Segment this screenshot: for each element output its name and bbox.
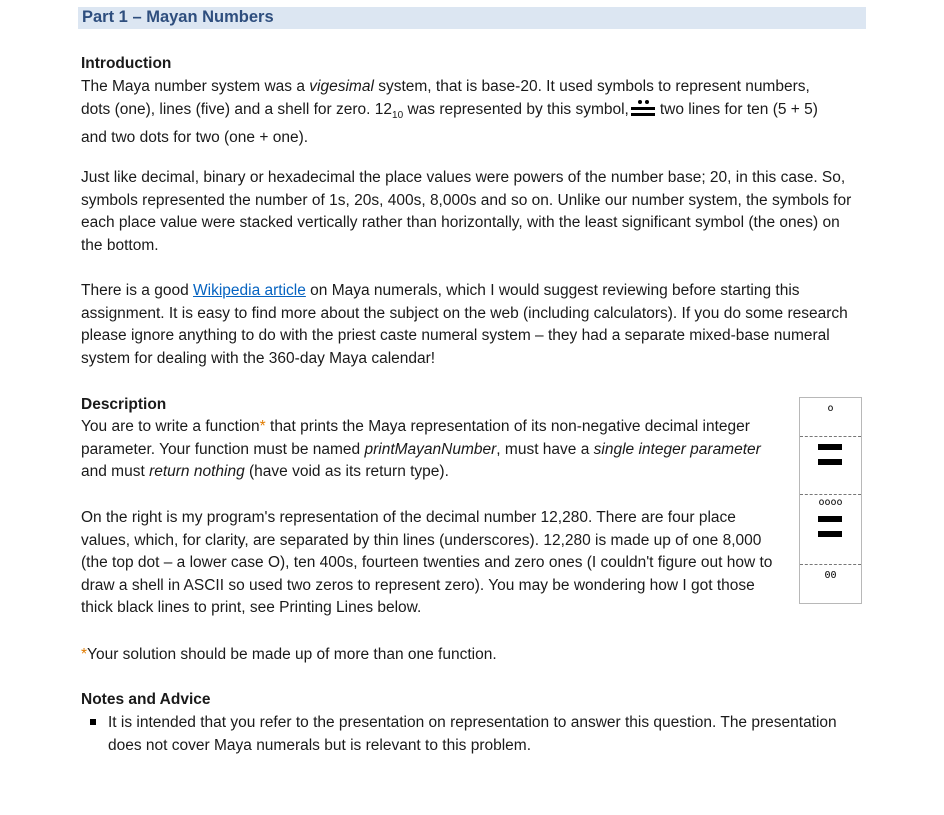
place-separator [800, 494, 861, 495]
thick-line [818, 531, 842, 537]
notes-bullet-text: It is intended that you refer to the presentation on representation to answer this question. The presentation does not cover Maya numerals but is relevant to this problem. [108, 714, 837, 754]
intro-paragraph-2: Just like decimal, binary or hexadecimal the place values were powers of the number base; 20, in this case. So, symbols represented the number of 1s, 20s, 400s, 8,000s and so on. Unlike our number system, the symbols for each place value were stacked vertically rather than horizontally, with the least significant symbol (the ones) on the bottom. [81, 169, 852, 254]
place-separator [800, 436, 861, 437]
bullet-square-icon [90, 719, 96, 725]
footnote-star: * [259, 418, 266, 435]
description-paragraph-1 [81, 416, 786, 484]
return-nothing-term: return nothing [149, 463, 245, 480]
thick-line [818, 516, 842, 522]
intro-text: There is a good [81, 282, 194, 299]
footnote [81, 644, 497, 667]
console-output-image [799, 397, 862, 604]
intro-paragraph-1 [81, 76, 841, 150]
zero-row: 00 [824, 570, 837, 581]
section-header-bar [78, 7, 866, 29]
section-title: Part 1 – Mayan Numbers [82, 8, 274, 26]
description-paragraph-2: On the right is my program's representation of the decimal number 12,280. There are four place values, which, for clarity, are separated by thin lines (underscores). 12,280 is made up of one 8,000 (the top dot – a lower case O), ten 400s, fourteen twenties and zero ones (I couldn't figure out how to draw a shell in ASCII so used two zeros to represent zero). You may be wondering how I got those thick black lines to print, see Printing Lines below. [81, 509, 773, 616]
dots-row: oooo [818, 497, 843, 508]
vigesimal-term: vigesimal [309, 78, 374, 95]
footnote-text: Your solution should be made up of more than one function. [87, 646, 497, 663]
wikipedia-link[interactable]: Wikipedia article [193, 282, 306, 299]
thick-line [818, 459, 842, 465]
intro-paragraph-3 [81, 280, 856, 370]
description-text: (have void as its return type). [244, 463, 449, 480]
description-text: and must [81, 463, 150, 480]
top-dot-char: o [827, 403, 834, 414]
intro-text: system, that is base-20. It used symbols to represent numbers, dots (one), lines (five) and a shell for zero. 12 [81, 78, 810, 118]
introduction-heading: Introduction [81, 55, 172, 72]
notes-heading: Notes and Advice [81, 691, 211, 708]
mayan-twelve-symbol [631, 100, 655, 118]
function-name: printMayanNumber [364, 440, 497, 458]
place-separator [800, 564, 861, 565]
description-text: You are to write a function [81, 418, 260, 435]
intro-text: on Maya numerals, which I would suggest reviewing before starting this assignment. It is easy to find more about the subject on the web (including calculators). If you do some research please ignore anything to do with the priest caste numeral system – they had a separate mixed-base numeral system for dealing with the 360-day Maya calendar! [81, 282, 848, 367]
thick-line [818, 444, 842, 450]
base-subscript: 10 [392, 109, 404, 121]
intro-text: was represented by this symbol, [403, 100, 629, 118]
footnote-star: * [81, 646, 88, 663]
description-heading: Description [81, 396, 167, 413]
description-text: , must have a [496, 440, 594, 458]
intro-text: two lines for ten (5 + 5) and two dots for two (one + one). [81, 100, 818, 147]
description-text: that prints the Maya representation of its non-negative decimal integer parameter. Your function must be named [81, 418, 750, 458]
intro-text: The Maya number system was a [81, 78, 310, 95]
single-param-term: single integer parameter [593, 440, 761, 458]
